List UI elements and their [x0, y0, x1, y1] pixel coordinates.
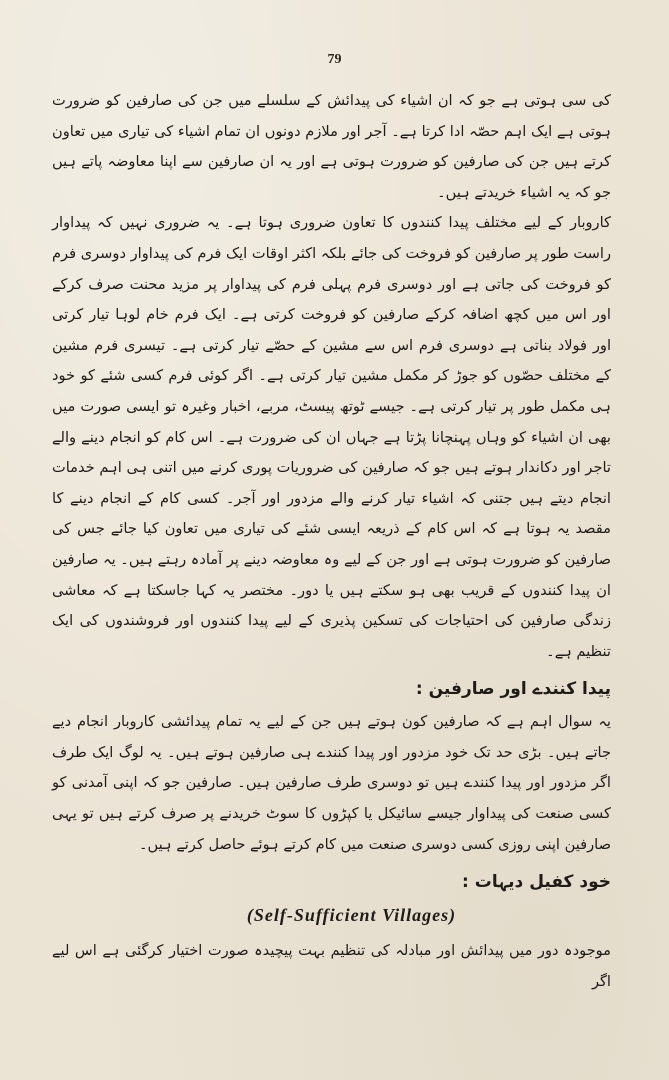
page-number: 79: [327, 52, 342, 67]
body-paragraph: موجودہ دور میں پیدائش اور مبادلہ کی تنظیم بہت پیچیدہ صورت اختیار کرگئی ہے اس لیے اگر: [52, 942, 611, 990]
section-heading-producers-consumers: پیدا کنندے اور صارفین :: [415, 679, 611, 700]
section-heading-self-sufficient-villages: خود کفیل دیہات :: [462, 872, 611, 893]
page-content: [52, 86, 611, 997]
body-paragraph: کاروبار کے لیے مختلف پیدا کنندوں کا تعاون ضروری ہوتا ہے۔ یہ ضروری نہیں کہ پیداوار راست طور پر صارفین کو فروخت کی جائے بلکہ اکثر اوقات ایک فرم کی پیداوار دوسری فرم کو فروخت کی جاتی ہے اور دوسری فرم پہلی فرم کی پیداوار پر مزید محنت صرف کرکے اور اس میں کچھ اضافہ کرکے صارفین کو فروخت کرتی ہے۔ ایک فرم خام لوہا تیار کرتی اور فولاد بناتی ہے دوسری فرم اس سے مشین کے حصّے تیار کرتی ہے۔ تیسری فرم مشین کے مختلف حصّوں کو جوڑ کر مکمل مشین تیار کرتی ہے۔ اگر کوئی فرم کسی شئے کو خود ہی مکمل طور پر تیار کرتی ہے۔ جیسے ٹوتھ پیسٹ، مربے، اخبار وغیرہ تو ایسی صورت میں بھی ان اشیاء کو وہاں پہنچانا پڑتا ہے جہاں ان کی ضرورت ہے۔ اس کام کو انجام دینے والے تاجر اور دکاندار ہوتے ہیں جو کہ صارفین کی ضروریات پوری کرنے میں اتنی ہی اہم خدمات انجام دیتے ہیں جتنی کہ اشیاء تیار کرنے والے مزدور اور آجر۔ کسی کام کے انجام دینے کا مقصد یہ ہوتا ہے کہ اس کام کے ذریعہ ایسی شئے کی تیاری میں تعاون کیا جائے جس کی صارفین کو ضرورت ہوتی ہے اور جن کے لیے وہ معاوضہ دینے پر آمادہ رہتے ہیں۔ یہ صارفین ان پیدا کنندوں کے قریب بھی ہو سکتے ہیں یا دور۔ مختصر یہ کہا جاسکتا ہے کہ معاشی زندگی صارفین کی احتیاجات کی تسکین پذیری کے لیے پیدا کنندوں اور فروشندوں کی ایک تنظیم ہے۔: [52, 214, 611, 660]
english-subheading: (Self-Sufficient Villages): [246, 905, 457, 926]
body-paragraph: یہ سوال اہم ہے کہ صارفین کون ہوتے ہیں جن کے لیے یہ تمام پیدائشی کاروبار انجام دیے جاتے ہیں۔ بڑی حد تک خود مزدور اور پیدا کنندے ہی صارفین ہوتے ہیں۔ یہ لوگ ایک طرف اگر مزدور اور پیدا کنندے ہیں تو دوسری طرف صارفین ہیں۔ صارفین جو کہ اپنی آمدنی کو کسی صنعت کی پیداوار جیسے سائیکل یا کپڑوں کا سوٹ خریدنے پر صرف کرتے ہیں تو یہی صارفین اپنی روزی کسی دوسری صنعت میں کام کرتے ہوئے حاصل کرتے ہیں۔: [52, 713, 611, 853]
body-paragraph: کی سی ہوتی ہے جو کہ ان اشیاء کی پیدائش کے سلسلے میں جن کی صارفین کو ضرورت ہوتی ہے ایک اہم حصّہ ادا کرتا ہے۔ آجر اور ملازم دونوں ان تمام اشیاء کی تیاری میں تعاون کرتے ہیں جن کی صارفین کو ضرورت ہوتی ہے اور یہ ان صارفین سے اپنا معاوضہ پاتے ہیں جو کہ یہ اشیاء خریدتے ہیں۔: [52, 92, 611, 201]
